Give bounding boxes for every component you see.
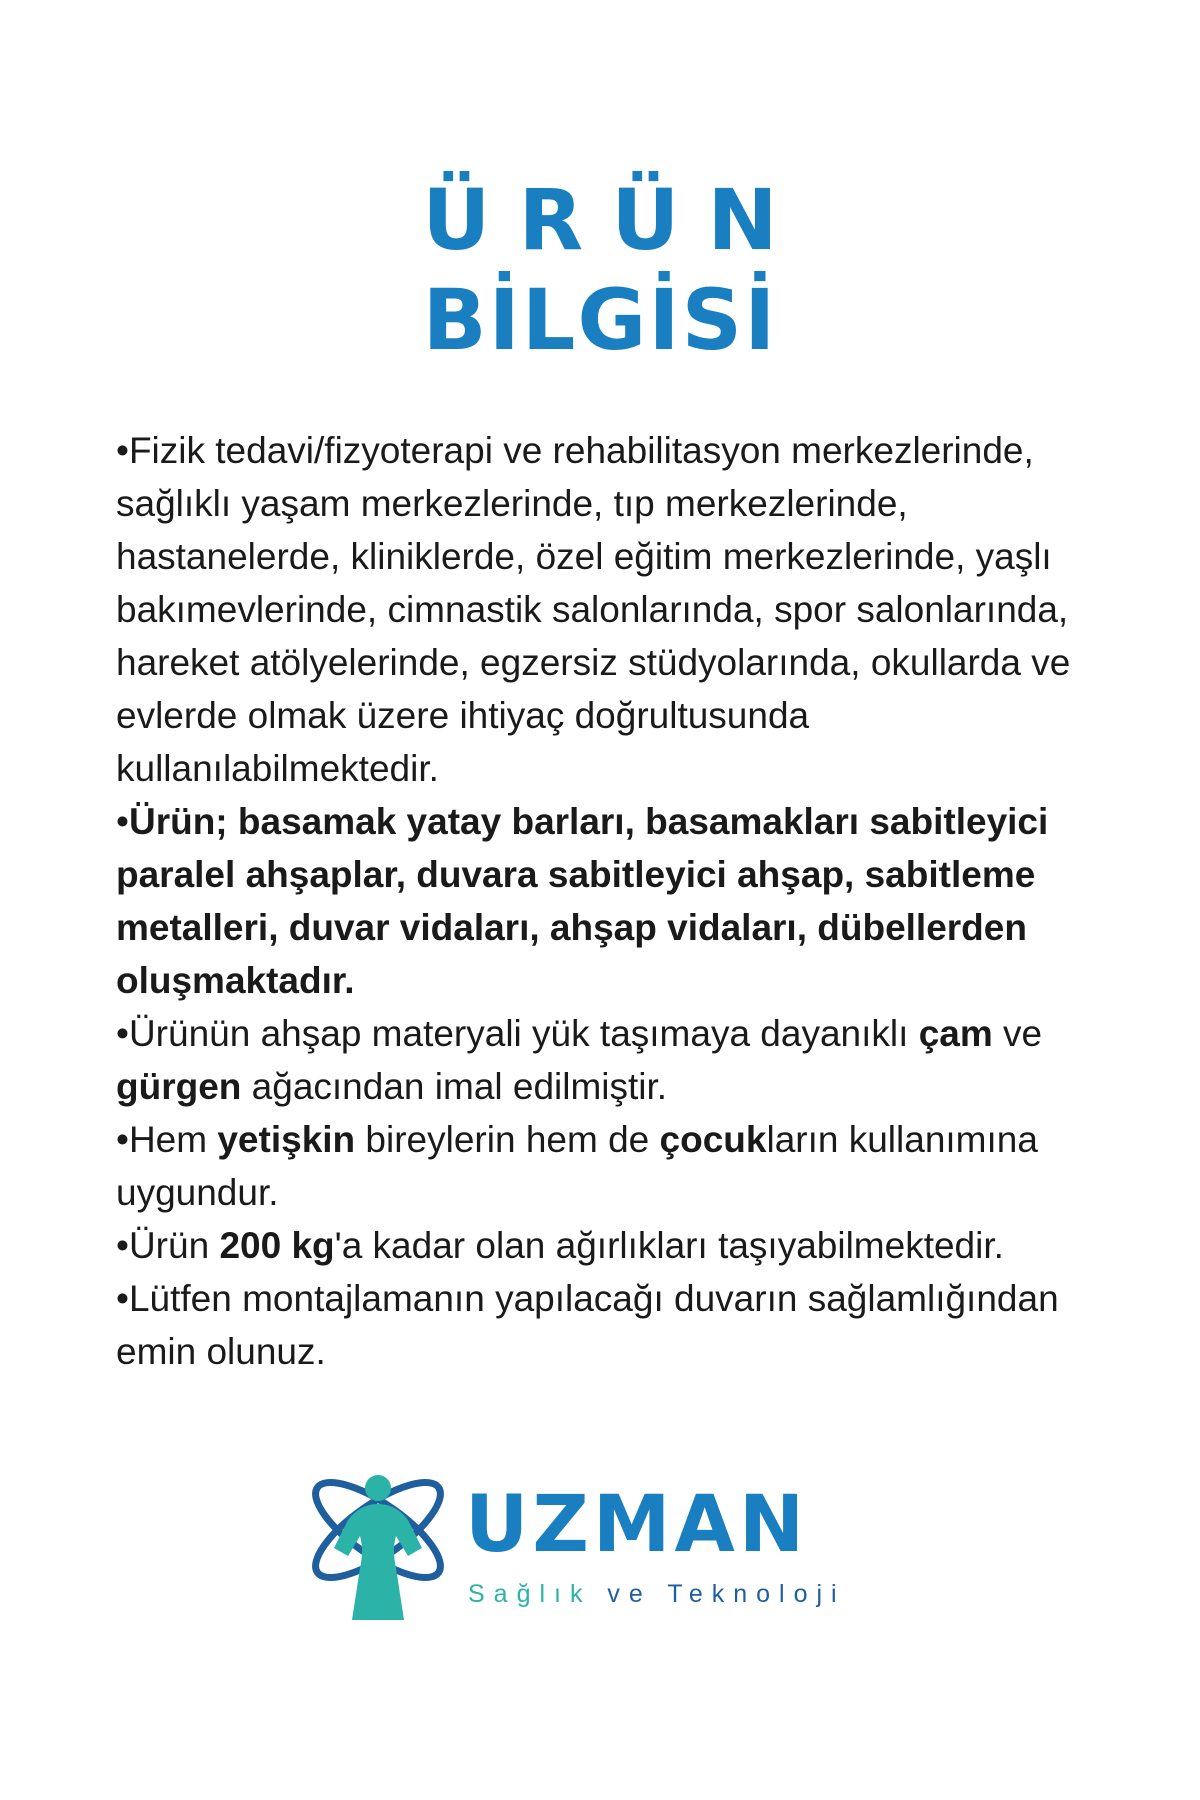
tagline-part-2: ve Teknoloji [591,1580,846,1608]
text-segment: •Lütfen montajlamanın yapılacağı duvarın sağlamlığından emin olunuz. [116,1278,1059,1372]
product-info-text [116,424,1116,1378]
text-segment-bold: çam [918,1013,993,1054]
paragraph-warning [116,1272,1116,1378]
text-segment: •Ürünün ahşap materyali yük taşımaya dayanıklı [116,1013,919,1054]
text-segment: • [116,801,129,842]
title-line-2: BİLGİSİ [422,271,778,369]
text-segment: •Hem [116,1119,218,1160]
paragraph-capacity [116,1219,1116,1272]
text-segment-bold: yetişkin [217,1119,356,1160]
person-atom-icon [300,1460,470,1630]
title-line-1: ÜRÜN [422,171,806,269]
paragraph-users [116,1113,1116,1219]
text-segment-bold: Ürün; basamak yatay barları, basamakları sabitleyici paralel ahşaplar, duvara sabitleyici ahşap, sabitleme metalleri, duvar vidaları, ahşap vidaları, dübellerden oluşmaktadır. [116,801,1049,1001]
paragraph-usage-areas [116,424,1116,795]
text-segment: ve [992,1013,1043,1054]
paragraph-material [116,1007,1116,1113]
text-segment: •Fizik tedavi/fizyoterapi ve rehabilitasyon merkezlerinde, sağlıklı yaşam merkezlerinde, tıp merkezlerinde, hastanelerde, kliniklerde, özel eğitim merkezlerinde, yaşlı bakımevlerinde, cimnastik salonlarında, spor salonlarında, hareket atölyelerinde, egzersiz stüdyolarında, okullarda ve evlerde olmak üzere ihtiyaç doğrultusunda kullanılabilmektedir. [116,430,1071,789]
page-title [0,170,1200,370]
text-segment-bold: 200 kg [219,1225,335,1266]
text-segment: ağacından imal edilmiştir. [241,1066,668,1107]
text-segment-bold: gürgen [116,1066,242,1107]
text-segment-bold: çocuk [659,1119,767,1160]
text-segment: •Ürün [116,1225,220,1266]
brand-tagline [468,1580,846,1609]
brand-logo [300,1460,860,1660]
text-segment: 'a kadar olan ağırlıkları taşıyabilmektedir. [334,1225,1004,1266]
tagline-part-1: Sağlık [468,1580,592,1608]
text-segment: ların kullanımına uygundur. [116,1119,1038,1213]
brand-name: UZMAN [465,1480,809,1570]
text-segment: bireylerin hem de [355,1119,660,1160]
paragraph-components [116,795,1116,1007]
